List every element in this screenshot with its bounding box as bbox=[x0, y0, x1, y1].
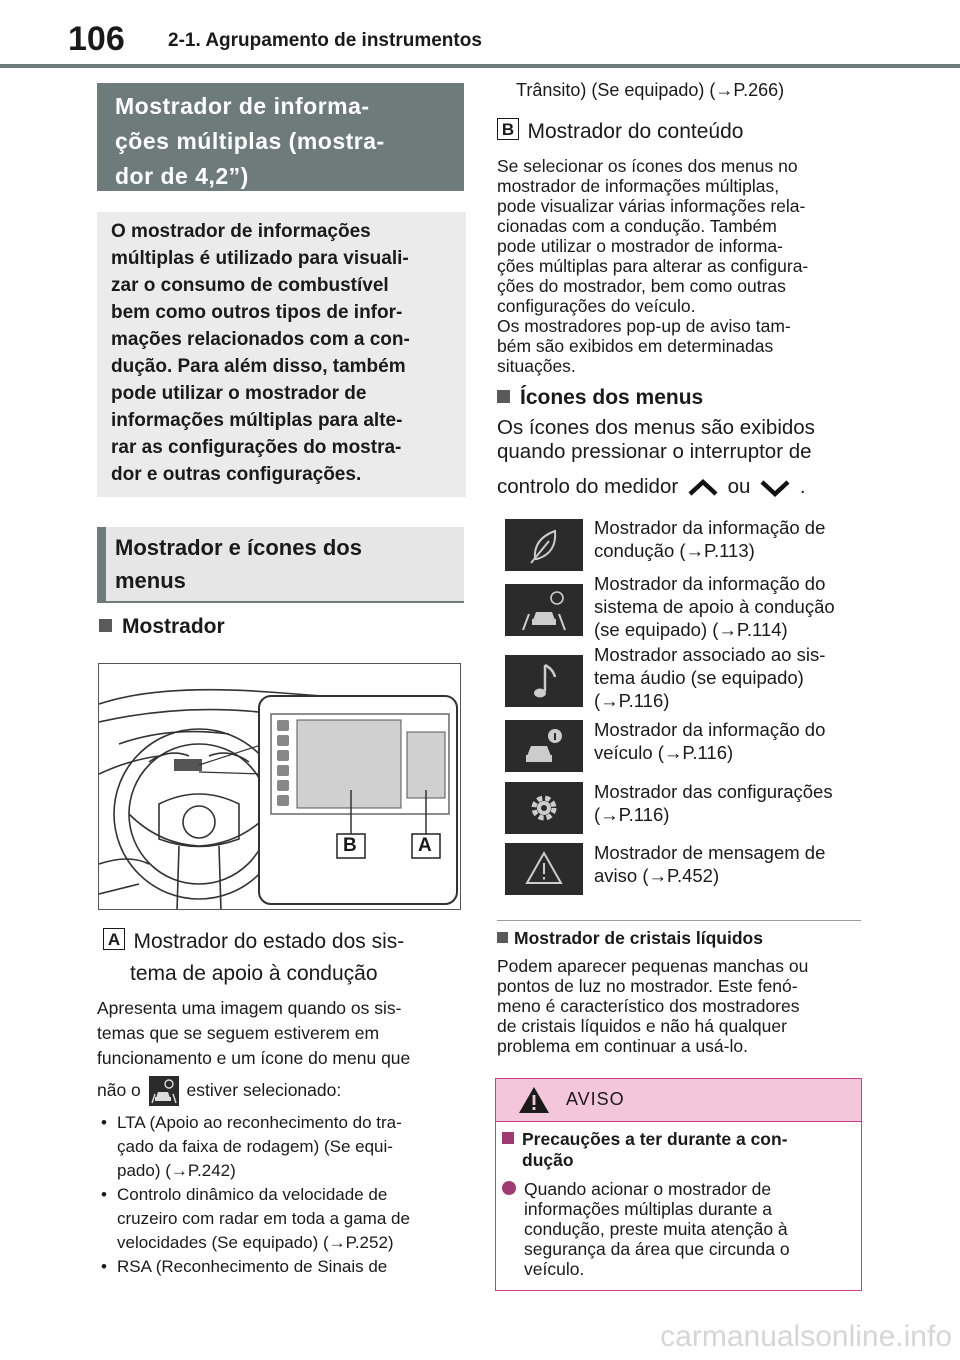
desc-line: temas que se seguem estiverem em bbox=[97, 1023, 380, 1043]
item-a-head bbox=[103, 926, 404, 958]
intro-line: rar as configurações do mostra- bbox=[111, 437, 402, 458]
dashboard-figure bbox=[98, 663, 461, 910]
icons-description: Os ícones dos menus são exibidos quando pressionar o interruptor de bbox=[497, 416, 815, 463]
menu-item-settings: Mostrador das configurações (→P.116) bbox=[505, 780, 860, 836]
subsection-title-line: Mostrador e ícones dos bbox=[115, 535, 362, 560]
item-a-letter: A bbox=[103, 928, 125, 950]
bullet-item: • Controlo dinâmico da velocidade de cruzeiro com radar em toda a gama de velocidades (Se equipado) (→P.252) bbox=[99, 1183, 469, 1255]
item-a-title-line2: tema de apoio à condução bbox=[130, 962, 378, 985]
desc-line: funcionamento e um ícone do menu que bbox=[97, 1048, 411, 1068]
icons-heading: Ícones dos menus bbox=[497, 386, 703, 410]
title-line: Mostrador de informa- bbox=[115, 93, 370, 119]
square-bullet-icon bbox=[497, 932, 508, 943]
desc-line: Apresenta uma imagem quando os sis- bbox=[97, 998, 402, 1018]
divider bbox=[497, 920, 861, 921]
gear-icon bbox=[505, 782, 583, 834]
subsection-title-line: menus bbox=[115, 568, 186, 593]
icons-description-last: controlo do medidor ou . bbox=[497, 475, 806, 498]
intro-line: múltiplas é utilizado para visuali- bbox=[111, 248, 409, 269]
menu-item-warning: Mostrador de mensagem de aviso (→P.452) bbox=[505, 841, 860, 897]
intro-line: dução. Para além disso, também bbox=[111, 356, 406, 377]
bullet-list bbox=[99, 1111, 469, 1279]
music-note-icon bbox=[505, 655, 583, 707]
menu-item-vehicle-info: Mostrador da informação do veículo (→P.116) bbox=[505, 718, 860, 774]
intro-line: bem como outros tipos de infor- bbox=[111, 302, 403, 323]
menu-item-driving-support: Mostrador da informação do sistema de apoio à condução (se equipado) (→P.114) bbox=[505, 572, 860, 642]
warning-box bbox=[495, 1078, 862, 1291]
title-line: ções múltiplas (mostra- bbox=[115, 128, 385, 154]
bullet-item: • RSA (Reconhecimento de Sinais de bbox=[99, 1255, 469, 1279]
item-b-description: Se selecionar os ícones dos menus no mostrador de informações múltiplas, pode visualizar várias informações rela- cionadas com a condução. Também pode utilizar o mostrador de informa- ções múltiplas para alterar as configura- ções do mostrador, bem como outras configurações do veículo. Os mostradores pop-up de aviso tam- bém são exibidos em determinadas situações. bbox=[497, 156, 809, 376]
intro-line: mações relacionados com a con- bbox=[111, 329, 410, 350]
item-a-desc-last: não o estiver selecionado: bbox=[97, 1073, 341, 1107]
intro-line: dor e outras configurações. bbox=[111, 464, 362, 485]
warning-box-header bbox=[496, 1079, 861, 1122]
chapter-title: 2-1. Agrupamento de instrumentos bbox=[168, 30, 482, 51]
chevron-up-icon bbox=[686, 478, 720, 498]
lcd-description: Podem aparecer pequenas manchas ou pontos de luz no mostrador. Este fenó- meno é característico dos mostradores de cristais líquidos e não há qualquer problema em continuar a usá-lo. bbox=[497, 956, 809, 1056]
page-number: 106 bbox=[68, 20, 125, 58]
item-b-title: Mostrador do conteúdo bbox=[527, 120, 744, 143]
lcd-heading: Mostrador de cristais líquidos bbox=[497, 928, 763, 949]
menu-item-audio: Mostrador associado ao sis- tema áudio (se equipado) (→P.116) bbox=[505, 643, 860, 713]
section-title-box bbox=[97, 83, 464, 191]
title-line: dor de 4,2”) bbox=[115, 163, 249, 189]
intro-line: O mostrador de informações bbox=[111, 221, 371, 242]
watermark: carmanualsonline.info bbox=[660, 1320, 952, 1353]
menu-item-driving-info: Mostrador da informação de condução (→P.113) bbox=[505, 516, 860, 572]
leaf-icon bbox=[505, 519, 583, 571]
warning-text: Quando acionar o mostrador de informações múltiplas durante a condução, preste muita atenção à segurança da área que circunda o veículo. bbox=[502, 1179, 790, 1279]
intro-line: zar o consumo de combustível bbox=[111, 275, 389, 296]
dashboard-illustration bbox=[99, 664, 461, 910]
warning-subheading: Precauções a ter durante a con- dução bbox=[502, 1129, 788, 1171]
header-rule bbox=[0, 64, 960, 68]
driving-support-inline-icon bbox=[149, 1076, 179, 1106]
subsection-title-box bbox=[97, 527, 464, 603]
square-bullet-icon bbox=[502, 1132, 514, 1144]
continued-text: Trânsito) (Se equipado) (→P.266) bbox=[516, 80, 785, 100]
intro-box bbox=[97, 212, 466, 497]
warning-title: AVISO bbox=[566, 1089, 625, 1109]
vehicle-info-icon bbox=[505, 720, 583, 772]
callout-a-label: A bbox=[418, 835, 432, 856]
item-b-letter: B bbox=[497, 118, 519, 140]
warning-icon bbox=[505, 843, 583, 895]
driving-support-icon bbox=[505, 584, 583, 636]
subhead-mostrador: Mostrador bbox=[99, 615, 225, 639]
chevron-down-icon bbox=[758, 478, 792, 498]
item-a-title-line1: Mostrador do estado dos sis- bbox=[133, 930, 405, 953]
square-bullet-icon bbox=[497, 390, 510, 403]
callout-b-label: B bbox=[343, 835, 357, 856]
intro-line: pode utilizar o mostrador de bbox=[111, 383, 367, 404]
warning-triangle-icon bbox=[518, 1086, 550, 1114]
item-a-description bbox=[97, 996, 467, 1071]
bullet-item: • LTA (Apoio ao reconhecimento do tra- çado da faixa de rodagem) (Se equi- pado) (→P.242) bbox=[99, 1111, 469, 1183]
circle-bullet-icon bbox=[502, 1181, 516, 1195]
square-bullet-icon bbox=[99, 619, 112, 632]
item-b-head bbox=[497, 116, 743, 148]
intro-line: informações múltiplas para alte- bbox=[111, 410, 403, 431]
